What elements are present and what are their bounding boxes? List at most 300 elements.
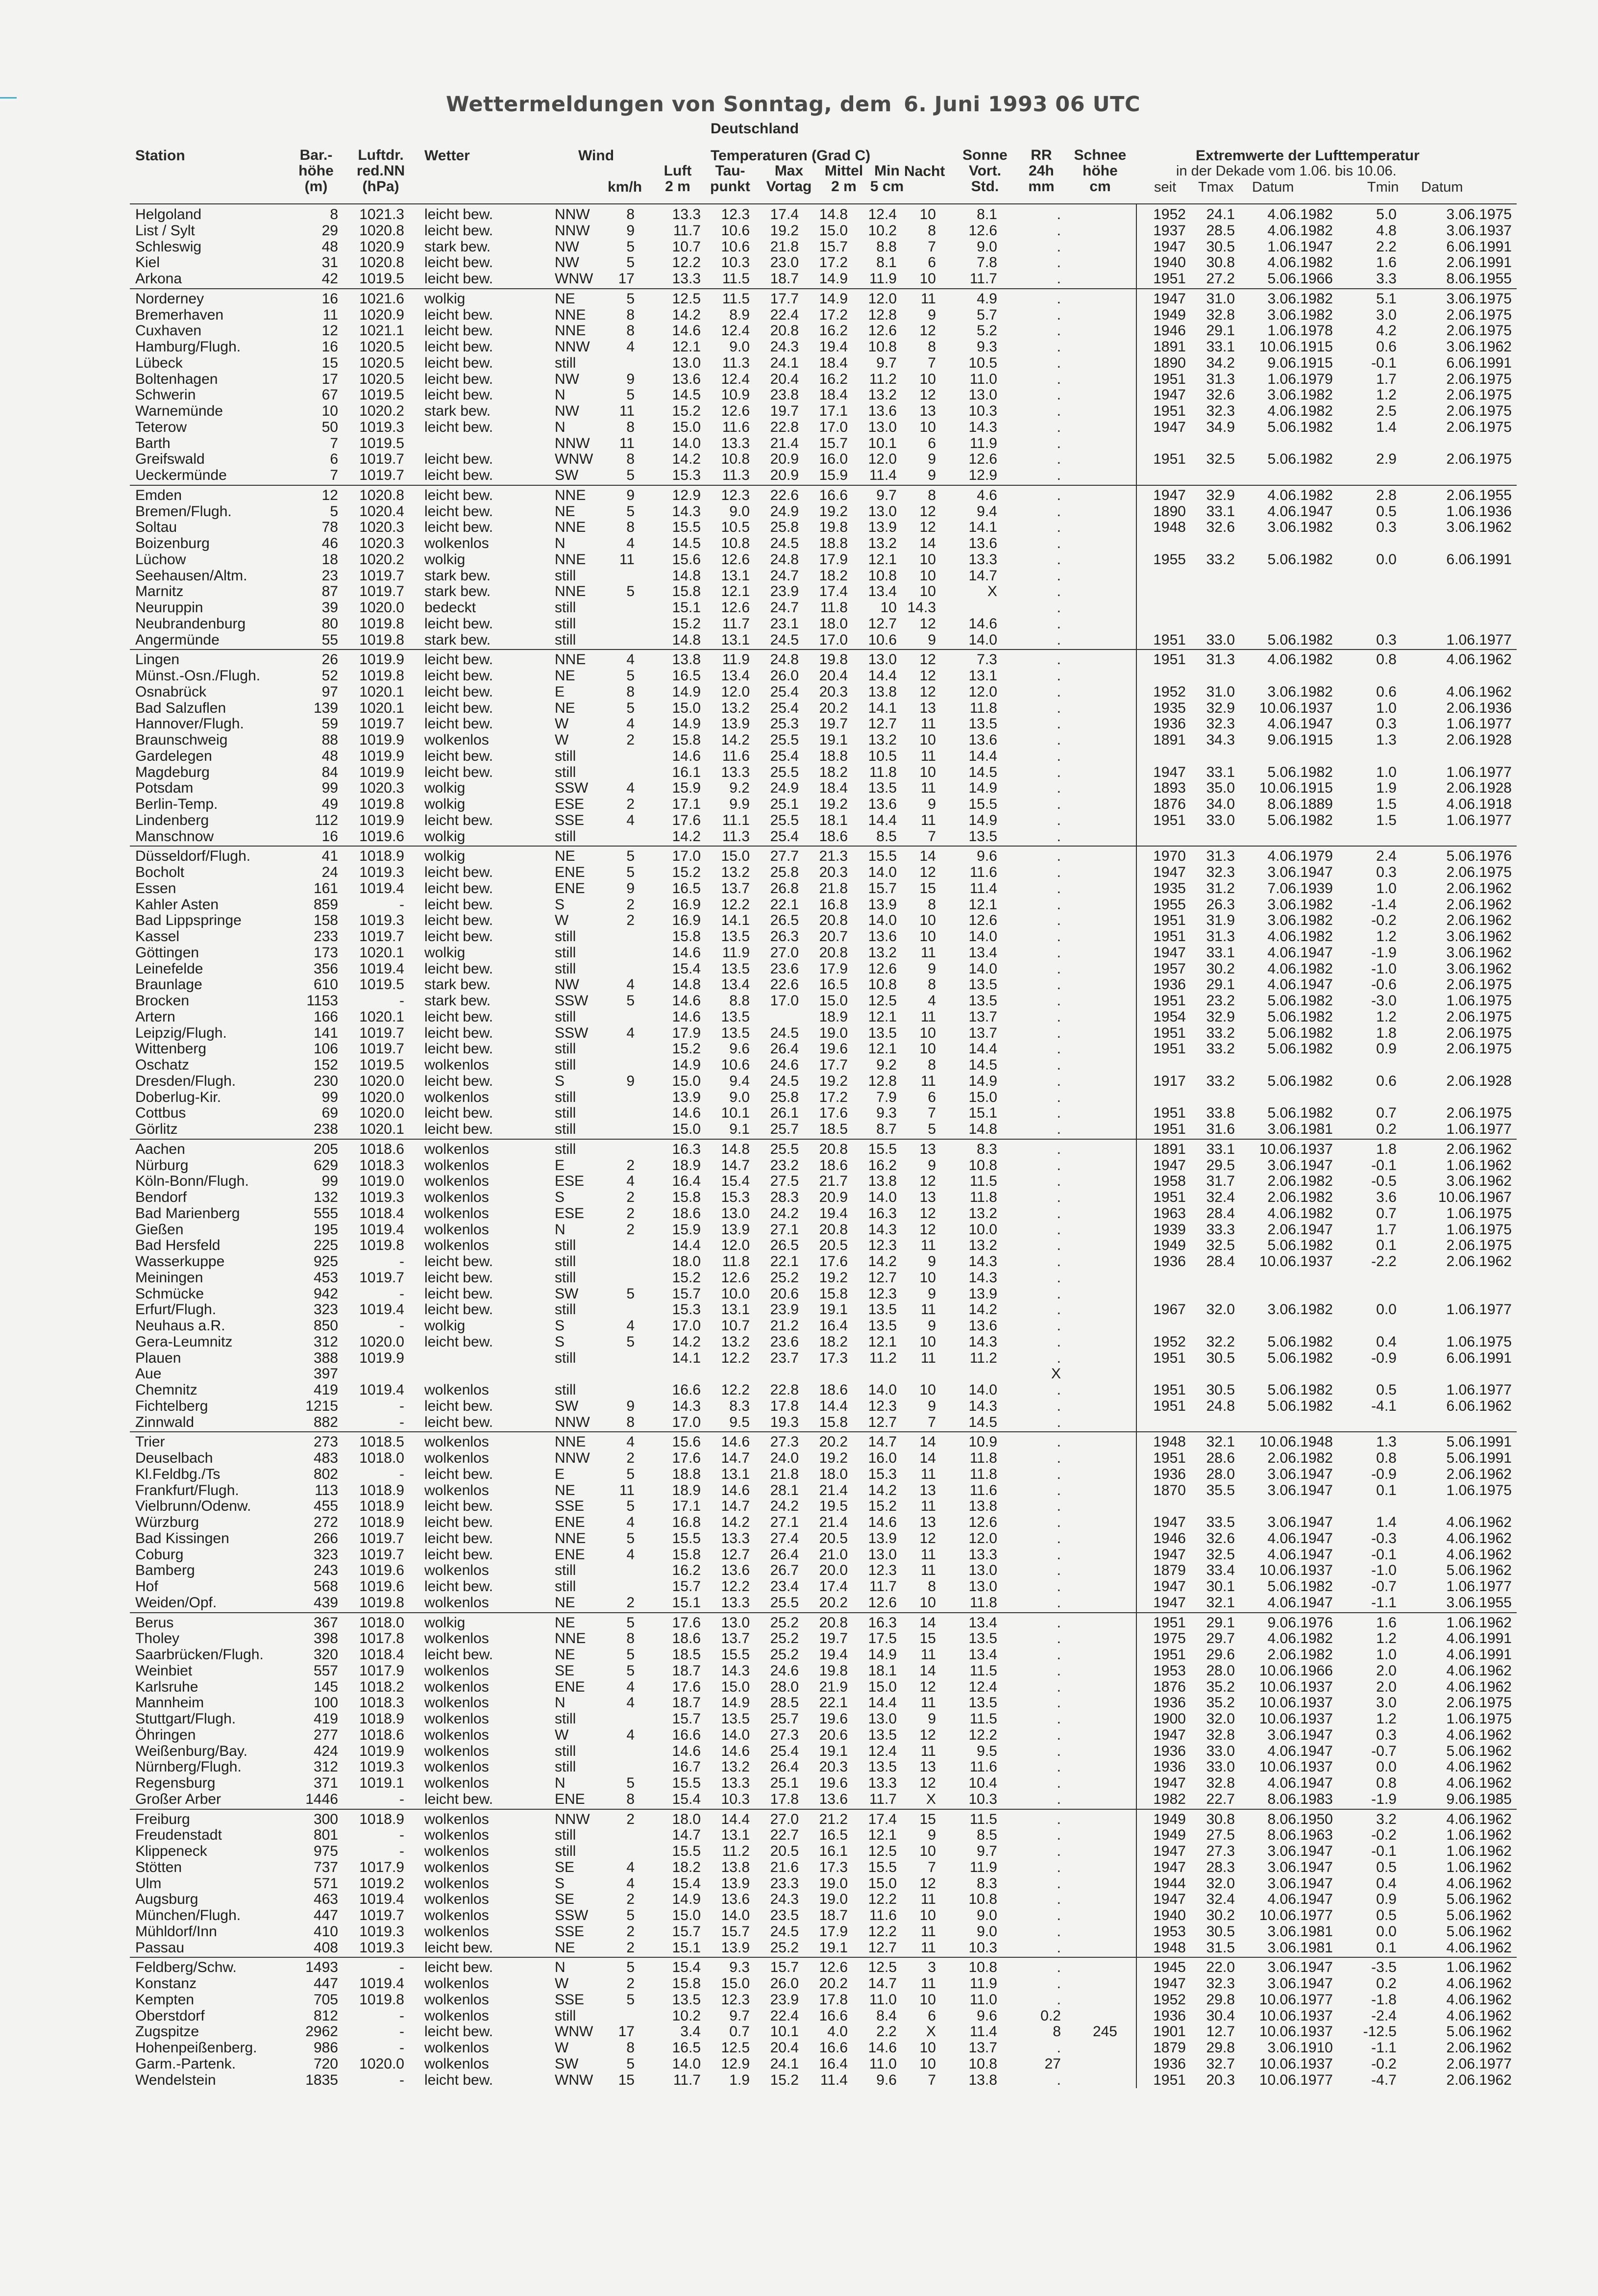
cell-station: Helgoland xyxy=(135,206,202,223)
group-separator xyxy=(130,1431,1517,1432)
cell-wind-dir: NE xyxy=(555,848,575,865)
cell-hoehe: 398 xyxy=(313,1630,338,1647)
cell-max: 24.5 xyxy=(770,631,799,648)
cell-wind-dir: still xyxy=(555,1269,576,1286)
cell-station: Hohenpeißenberg. xyxy=(135,2040,257,2056)
cell-luft: 18.7 xyxy=(672,1662,701,1679)
cell-datum-min: 4.06.1962 xyxy=(1446,1678,1512,1695)
cell-min: 13.5 xyxy=(868,1301,897,1318)
cell-rr: . xyxy=(1057,1811,1061,1827)
table-row xyxy=(0,1892,1598,1907)
cell-datum-max: 8.06.1950 xyxy=(1267,1811,1333,1827)
cell-luft: 14.7 xyxy=(672,1827,701,1844)
cell-min: 12.1 xyxy=(868,551,897,568)
cell-luftdruck: - xyxy=(399,1253,404,1270)
cell-tmin: -0.9 xyxy=(1371,1466,1397,1482)
cell-wind-dir: NNE xyxy=(555,1530,586,1547)
cell-max: 25.8 xyxy=(770,519,799,536)
cell-rr: . xyxy=(1057,651,1061,668)
cell-seit: 1947 xyxy=(1153,1546,1186,1563)
cell-tmax: 32.6 xyxy=(1206,1530,1235,1547)
cell-seit: 1951 xyxy=(1153,271,1186,287)
cell-rr: . xyxy=(1057,467,1061,483)
cell-min: 10.8 xyxy=(868,567,897,584)
cell-wind-dir: ENE xyxy=(555,1546,585,1563)
cell-luftdruck: - xyxy=(399,993,404,1009)
cell-nacht: 10 xyxy=(919,419,936,435)
cell-station: Aue xyxy=(135,1366,162,1382)
cell-tmax: 32.0 xyxy=(1206,1711,1235,1727)
cell-mittel: 18.0 xyxy=(819,1466,848,1482)
cell-nacht: 13 xyxy=(919,1189,936,1205)
cell-min: 15.5 xyxy=(868,848,897,865)
cell-taupunkt: 13.0 xyxy=(721,1205,750,1222)
cell-hoehe: 720 xyxy=(313,2055,338,2072)
cell-hoehe: 986 xyxy=(313,2040,338,2056)
cell-datum-min: 2.06.1962 xyxy=(1446,1253,1512,1270)
cell-datum-min: 2.06.1962 xyxy=(1446,912,1512,929)
cell-rr: . xyxy=(1057,1141,1061,1157)
table-row xyxy=(0,780,1598,796)
cell-max: 25.4 xyxy=(770,828,799,845)
cell-wind-speed: 4 xyxy=(626,812,635,828)
cell-rr: . xyxy=(1057,1253,1061,1270)
cell-hoehe: 84 xyxy=(321,764,338,780)
header-taupunkt: Tau- punkt xyxy=(710,163,750,195)
cell-hoehe: 99 xyxy=(321,1089,338,1105)
cell-wetter: wolkenlos xyxy=(424,1594,489,1611)
cell-wind-speed: 5 xyxy=(626,583,635,600)
cell-datum-max: 4.06.1947 xyxy=(1267,1743,1333,1759)
cell-luftdruck: 1020.4 xyxy=(359,503,404,520)
cell-luft: 16.8 xyxy=(672,1514,701,1530)
cell-max: 27.0 xyxy=(770,1811,799,1827)
cell-sonne: 13.4 xyxy=(968,944,997,961)
cell-tmin: 2.4 xyxy=(1376,848,1397,865)
cell-max: 28.1 xyxy=(770,1482,799,1498)
cell-tmin: -0.1 xyxy=(1371,354,1397,371)
cell-tmin: 1.6 xyxy=(1376,1614,1397,1631)
cell-sonne: 11.9 xyxy=(969,435,997,451)
cell-datum-max: 5.06.1982 xyxy=(1267,1382,1333,1398)
table-row xyxy=(0,961,1598,977)
cell-hoehe: 610 xyxy=(313,976,338,993)
cell-taupunkt: 10.1 xyxy=(721,1105,750,1122)
table-row xyxy=(0,451,1598,467)
cell-max: 22.1 xyxy=(770,896,799,913)
cell-datum-min: 10.06.1967 xyxy=(1438,1189,1512,1205)
cell-taupunkt: 13.9 xyxy=(721,716,750,732)
cell-luftdruck: 1019.2 xyxy=(359,1875,404,1892)
cell-min: 13.5 xyxy=(868,1759,897,1775)
cell-seit: 1951 xyxy=(1153,1024,1186,1041)
cell-max: 23.0 xyxy=(770,254,799,271)
cell-wind-speed: 2 xyxy=(626,1891,635,1908)
cell-min: 13.0 xyxy=(868,419,897,435)
cell-luft: 16.3 xyxy=(672,1141,701,1157)
cell-wetter: leicht bew. xyxy=(424,1105,493,1122)
cell-max: 19.2 xyxy=(770,222,799,239)
cell-wetter: leicht bew. xyxy=(424,668,493,684)
cell-luft: 15.4 xyxy=(672,1791,701,1807)
cell-wind-dir: NNW xyxy=(555,222,590,239)
cell-wind-speed: 4 xyxy=(626,1678,635,1695)
cell-seit: 1935 xyxy=(1153,880,1186,897)
cell-luft: 16.4 xyxy=(672,1173,701,1190)
cell-sonne: 10.3 xyxy=(968,1939,997,1956)
cell-wind-speed: 4 xyxy=(626,1318,635,1334)
cell-hoehe: 49 xyxy=(321,796,338,812)
cell-tmin: 0.0 xyxy=(1376,1301,1397,1318)
cell-luftdruck: - xyxy=(399,1843,404,1859)
cell-sonne: 10.0 xyxy=(968,1221,997,1238)
cell-taupunkt: 10.8 xyxy=(721,535,750,551)
cell-seit: 1900 xyxy=(1153,1711,1186,1727)
cell-luftdruck: 1018.3 xyxy=(359,1695,404,1711)
cell-rr: . xyxy=(1057,699,1061,716)
cell-luftdruck: 1018.9 xyxy=(359,848,404,865)
cell-rr: . xyxy=(1057,1157,1061,1173)
cell-hoehe: 942 xyxy=(313,1285,338,1302)
cell-wetter: wolkig xyxy=(424,796,466,812)
cell-wetter: leicht bew. xyxy=(424,1285,493,1302)
cell-hoehe: 16 xyxy=(321,290,338,307)
cell-wind-dir: E xyxy=(555,1466,565,1482)
cell-wind-speed: 2 xyxy=(626,1594,635,1611)
cell-datum-max: 3.06.1982 xyxy=(1267,896,1333,913)
cell-hoehe: 99 xyxy=(321,780,338,797)
cell-hoehe: 323 xyxy=(313,1546,338,1563)
cell-wind-speed: 4 xyxy=(626,651,635,668)
table-row xyxy=(0,945,1598,961)
cell-nacht: 11 xyxy=(920,1647,936,1663)
cell-datum-min: 2.06.1928 xyxy=(1446,1073,1512,1089)
cell-wind-dir: NE xyxy=(555,1939,575,1956)
cell-wind-dir: SW xyxy=(555,2055,579,2072)
cell-luftdruck: 1019.8 xyxy=(359,668,404,684)
cell-luft: 17.1 xyxy=(672,796,701,812)
cell-luft: 12.9 xyxy=(672,487,701,503)
cell-tmax: 30.5 xyxy=(1206,1923,1235,1940)
cell-nacht: 4 xyxy=(928,993,936,1009)
cell-wind-speed: 11 xyxy=(619,435,635,451)
cell-mittel: 17.0 xyxy=(819,631,848,648)
cell-hoehe: 10 xyxy=(321,403,338,419)
cell-datum-max: 7.06.1939 xyxy=(1267,880,1333,897)
cell-wetter: wolkig xyxy=(424,551,466,568)
cell-min: 13.0 xyxy=(868,1711,897,1727)
cell-seit: 1949 xyxy=(1153,1237,1186,1254)
cell-wind-dir: NE xyxy=(555,1482,575,1498)
cell-datum-min: 2.06.1962 xyxy=(1446,2071,1512,2088)
cell-hoehe: 15 xyxy=(321,354,338,371)
cell-datum-min: 4.06.1962 xyxy=(1446,683,1512,700)
cell-mittel: 16.5 xyxy=(819,1827,848,1844)
cell-rr: . xyxy=(1057,1237,1061,1254)
cell-min: 14.0 xyxy=(868,1189,897,1205)
cell-seit: 1947 xyxy=(1153,387,1186,403)
cell-rr: . xyxy=(1057,1991,1061,2008)
cell-datum-max: 3.06.1947 xyxy=(1267,864,1333,880)
cell-nacht: 13 xyxy=(919,1759,936,1775)
cell-min: 13.2 xyxy=(868,387,897,403)
cell-nacht: 7 xyxy=(928,354,936,371)
cell-luftdruck: 1019.4 xyxy=(359,1301,404,1318)
cell-sonne: 10.8 xyxy=(968,1891,997,1908)
cell-hoehe: 50 xyxy=(321,419,338,435)
cell-rr: . xyxy=(1057,535,1061,551)
cell-rr: . xyxy=(1057,254,1061,271)
cell-station: Konstanz xyxy=(135,1975,197,1992)
cell-wind-speed: 8 xyxy=(626,519,635,536)
cell-datum-max: 4.06.1982 xyxy=(1267,487,1333,503)
cell-wind-speed: 4 xyxy=(626,1024,635,1041)
cell-wetter: stark bew. xyxy=(424,993,491,1009)
cell-taupunkt: 12.4 xyxy=(721,323,750,339)
cell-rr: . xyxy=(1057,1939,1061,1956)
cell-sonne: 12.1 xyxy=(968,896,997,913)
cell-max: 20.6 xyxy=(770,1285,799,1302)
cell-max: 27.0 xyxy=(770,944,799,961)
cell-datum-max: 4.06.1947 xyxy=(1267,1891,1333,1908)
cell-min: 12.4 xyxy=(868,206,897,223)
cell-luftdruck: 1019.7 xyxy=(359,1041,404,1057)
cell-max: 25.2 xyxy=(770,1939,799,1956)
cell-nacht: 10 xyxy=(919,1991,936,2008)
cell-luft: 16.5 xyxy=(672,880,701,897)
cell-nacht: 11 xyxy=(920,1562,936,1579)
cell-nacht: 8 xyxy=(928,222,936,239)
cell-datum-max: 3.06.1982 xyxy=(1267,387,1333,403)
cell-tmin: 1.5 xyxy=(1376,812,1397,828)
cell-wind-speed: 8 xyxy=(626,1414,635,1430)
cell-luftdruck: - xyxy=(399,2023,404,2040)
cell-max: 25.2 xyxy=(770,1630,799,1647)
cell-wetter: wolkenlos xyxy=(424,1678,489,1695)
cell-min: 13.6 xyxy=(868,928,897,945)
cell-wind-dir: SSW xyxy=(555,993,589,1009)
cell-nacht: 14 xyxy=(919,535,936,551)
table-row xyxy=(0,1382,1598,1398)
cell-nacht: 11 xyxy=(920,1923,936,1940)
cell-station: Oschatz xyxy=(135,1057,190,1073)
cell-tmin: 1.7 xyxy=(1376,1221,1397,1238)
cell-tmax: 35.5 xyxy=(1206,1482,1235,1498)
cell-hoehe: 59 xyxy=(321,716,338,732)
cell-luft: 14.5 xyxy=(672,387,701,403)
cell-taupunkt: 14.6 xyxy=(721,1482,750,1498)
cell-nacht: 10 xyxy=(919,271,936,287)
cell-max: 23.9 xyxy=(770,583,799,600)
cell-max: 17.8 xyxy=(770,1398,799,1414)
cell-wind-dir: E xyxy=(555,1157,565,1173)
cell-rr: . xyxy=(1057,1859,1061,1875)
cell-taupunkt: 13.1 xyxy=(721,567,750,584)
cell-station: Deuselbach xyxy=(135,1450,213,1466)
cell-tmin: 1.2 xyxy=(1376,928,1397,945)
cell-luft: 14.5 xyxy=(672,535,701,551)
cell-nacht: 11 xyxy=(920,1975,936,1992)
cell-luftdruck: 1018.2 xyxy=(359,1678,404,1695)
cell-mittel: 19.2 xyxy=(819,503,848,520)
cell-datum-min: 2.06.1975 xyxy=(1446,451,1512,468)
cell-datum-min: 3.06.1962 xyxy=(1446,944,1512,961)
cell-datum-min: 1.06.1977 xyxy=(1446,1382,1512,1398)
cell-mittel: 20.2 xyxy=(819,699,848,716)
cell-luftdruck: 1020.5 xyxy=(359,339,404,355)
cell-datum-min: 5.06.1991 xyxy=(1446,1434,1512,1450)
cell-sonne: 11.6 xyxy=(969,1759,997,1775)
cell-luft: 17.6 xyxy=(672,812,701,828)
cell-min: 15.0 xyxy=(868,1678,897,1695)
cell-wind-dir: NNE xyxy=(555,651,586,668)
cell-seit: 1945 xyxy=(1153,1959,1186,1976)
cell-nacht: 14 xyxy=(919,1614,936,1631)
cell-datum-min: 2.06.1928 xyxy=(1446,732,1512,748)
cell-tmax: 33.2 xyxy=(1206,1041,1235,1057)
cell-wetter: leicht bew. xyxy=(424,206,493,223)
cell-luftdruck: 1019.8 xyxy=(359,1594,404,1611)
cell-luftdruck: 1020.0 xyxy=(359,1105,404,1122)
cell-min: 15.7 xyxy=(868,880,897,897)
cell-luftdruck: 1018.9 xyxy=(359,1482,404,1498)
cell-tmin: -0.1 xyxy=(1371,1843,1397,1859)
cell-wind-speed: 4 xyxy=(626,1173,635,1190)
cell-luftdruck: 1019.4 xyxy=(359,960,404,977)
cell-rr: . xyxy=(1057,960,1061,977)
cell-sonne: 8.3 xyxy=(977,1875,997,1892)
cell-datum-max: 4.06.1982 xyxy=(1267,206,1333,223)
cell-mittel: 18.1 xyxy=(819,812,848,828)
cell-datum-min: 6.06.1962 xyxy=(1446,1398,1512,1414)
cell-station: Coburg xyxy=(135,1546,184,1563)
cell-wetter: wolkenlos xyxy=(424,1975,489,1992)
cell-hoehe: 97 xyxy=(321,683,338,700)
cell-datum-min: 1.06.1977 xyxy=(1446,631,1512,648)
cell-luftdruck: - xyxy=(399,2071,404,2088)
cell-tmax: 31.0 xyxy=(1206,683,1235,700)
cell-luftdruck: 1020.2 xyxy=(359,551,404,568)
cell-mittel: 15.7 xyxy=(819,238,848,255)
cell-luftdruck: 1020.1 xyxy=(359,699,404,716)
cell-max: 27.4 xyxy=(770,1530,799,1547)
cell-datum-min: 2.06.1975 xyxy=(1446,1008,1512,1025)
cell-hoehe: 1446 xyxy=(305,1791,338,1807)
cell-luftdruck: - xyxy=(399,1466,404,1482)
cell-luft: 14.2 xyxy=(672,306,701,323)
cell-station: Feldberg/Schw. xyxy=(135,1959,237,1976)
cell-station: Ueckermünde xyxy=(135,467,227,483)
cell-mittel: 19.6 xyxy=(819,1775,848,1791)
cell-luftdruck: 1018.6 xyxy=(359,1726,404,1743)
cell-wind-speed: 5 xyxy=(626,864,635,880)
cell-tmin: 1.0 xyxy=(1376,1647,1397,1663)
cell-wind-dir: SW xyxy=(555,467,579,483)
cell-nacht: 12 xyxy=(919,1205,936,1222)
cell-datum-max: 10.06.1966 xyxy=(1259,1662,1333,1679)
cell-max: 25.2 xyxy=(770,1647,799,1663)
cell-sonne: 9.0 xyxy=(977,1907,997,1923)
cell-min: 15.5 xyxy=(868,1859,897,1875)
cell-wind-speed: 5 xyxy=(626,467,635,483)
cell-min: 13.3 xyxy=(868,1775,897,1791)
cell-seit: 1951 xyxy=(1153,2071,1186,2088)
cell-min: 11.7 xyxy=(869,1578,897,1595)
cell-datum-max: 4.06.1947 xyxy=(1267,976,1333,993)
cell-rr: . xyxy=(1057,1726,1061,1743)
cell-station: Osnabrück xyxy=(135,683,207,700)
cell-hoehe: 408 xyxy=(313,1939,338,1956)
table-row xyxy=(0,797,1598,812)
cell-hoehe: 266 xyxy=(313,1530,338,1547)
cell-sonne: 14.0 xyxy=(968,1382,997,1398)
cell-wind-dir: N xyxy=(555,1221,565,1238)
cell-datum-max: 1.06.1978 xyxy=(1267,323,1333,339)
cell-taupunkt: 13.3 xyxy=(721,435,750,451)
cell-rr: . xyxy=(1057,1630,1061,1647)
cell-seit: 1952 xyxy=(1153,683,1186,700)
cell-wind-dir: still xyxy=(555,1827,576,1844)
cell-wind-dir: still xyxy=(555,1743,576,1759)
cell-seit: 1949 xyxy=(1153,1811,1186,1827)
cell-taupunkt: 8.9 xyxy=(729,306,750,323)
cell-wetter: leicht bew. xyxy=(424,1414,493,1430)
cell-datum-min: 5.06.1962 xyxy=(1446,1743,1512,1759)
cell-rr: . xyxy=(1057,503,1061,520)
cell-datum-min: 4.06.1962 xyxy=(1446,1991,1512,2008)
cell-nacht: 12 xyxy=(919,1173,936,1190)
cell-mittel: 21.9 xyxy=(819,1678,848,1695)
cell-taupunkt: 15.3 xyxy=(721,1189,750,1205)
cell-datum-min: 2.06.1975 xyxy=(1446,387,1512,403)
cell-sonne: 11.8 xyxy=(969,1594,997,1611)
cell-taupunkt: 10.9 xyxy=(721,387,750,403)
cell-max: 22.8 xyxy=(770,1382,799,1398)
table-row xyxy=(0,1827,1598,1843)
cell-wind-dir: W xyxy=(555,1975,569,1992)
cell-seit: 1951 xyxy=(1153,1398,1186,1414)
cell-tmax: 32.1 xyxy=(1206,1594,1235,1611)
cell-hoehe: 447 xyxy=(313,1907,338,1923)
cell-station: Schwerin xyxy=(135,387,196,403)
header-rule xyxy=(130,203,1517,204)
cell-wetter: stark bew. xyxy=(424,567,491,584)
cell-sonne: 8.5 xyxy=(977,1827,997,1844)
cell-rr: . xyxy=(1057,732,1061,748)
cell-sonne: 11.5 xyxy=(969,1662,997,1679)
cell-sonne: 15.1 xyxy=(968,1105,997,1122)
cell-wind-dir: still xyxy=(555,1105,576,1122)
cell-wind-speed: 2 xyxy=(626,912,635,929)
cell-station: Kl.Feldbg./Ts xyxy=(135,1466,221,1482)
cell-tmax: 31.3 xyxy=(1206,651,1235,668)
cell-datum-max: 4.06.1982 xyxy=(1267,403,1333,419)
cell-min: 8.8 xyxy=(876,238,897,255)
cell-datum-min: 2.06.1962 xyxy=(1446,880,1512,897)
table-row xyxy=(0,255,1598,271)
cell-wetter: wolkenlos xyxy=(424,1450,489,1466)
cell-datum-max: 2.06.1982 xyxy=(1267,1173,1333,1190)
cell-datum-max: 9.06.1915 xyxy=(1267,732,1333,748)
cell-datum-max: 4.06.1982 xyxy=(1267,1630,1333,1647)
cell-luftdruck: 1019.7 xyxy=(359,928,404,945)
cell-wind-dir: ENE xyxy=(555,880,585,897)
cell-mittel: 22.1 xyxy=(819,1695,848,1711)
cell-rr: . xyxy=(1057,1105,1061,1122)
cell-mittel: 19.1 xyxy=(819,1743,848,1759)
table-row xyxy=(0,2008,1598,2024)
cell-mittel: 17.1 xyxy=(819,403,848,419)
